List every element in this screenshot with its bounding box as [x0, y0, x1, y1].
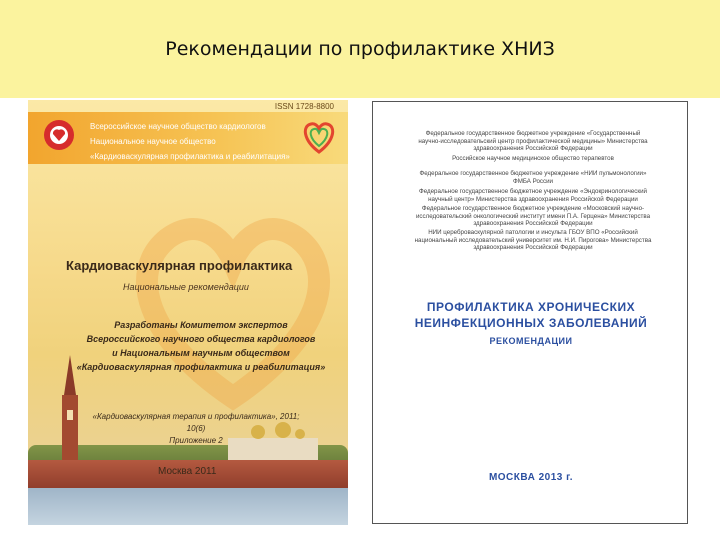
heart-graphic-icon [123, 195, 343, 415]
institutions-block-5 [403, 205, 663, 228]
vnok-logo-icon [42, 118, 76, 152]
developed-line-1: Разработаны Комитетом экспертов [114, 320, 288, 330]
institution-line: здравоохранения Российской Федерации [473, 145, 593, 152]
cover-subtitle: Национальные рекомендации [123, 282, 249, 292]
developed-line-2: Всероссийского научного общества кардиологов [86, 334, 316, 344]
cover-ncd-prevention [372, 101, 688, 524]
cover-org-line-1: Всероссийское научное общество кардиологов [90, 122, 266, 131]
cover-journal [86, 411, 306, 447]
river [28, 488, 348, 525]
book-title [393, 299, 669, 331]
institution-line: научный центр» Министерства здравоохранения Российской Федерации [428, 195, 638, 203]
slide-title: Рекомендации по профилактике ХНИЗ [165, 38, 555, 60]
cover-org-line-2: Национальное научное общество [90, 137, 216, 146]
institution-line: научно-исследовательский центр профилактической медицины» Министерства [418, 137, 648, 145]
institution-line: здравоохранения Российской Федерации [473, 220, 593, 227]
journal-line-2: Приложение 2 [169, 436, 223, 445]
institution-line: здравоохранения Российской Федерации [473, 244, 593, 251]
journal-line-1: «Кардиоваскулярная терапия и профилактика», 2011; 10(6) [92, 412, 300, 433]
developed-line-3: и Национальным научным обществом [112, 348, 290, 358]
institution-line: национальный исследовательский университет им. Н.И. Пирогова» Министерства [414, 236, 652, 244]
institution-line: Российское научное медицинское общество терапевтов [452, 155, 614, 162]
book-city-year: МОСКВА 2013 г. [488, 472, 574, 483]
institution-line: Федеральное государственное бюджетное учреждение «Эндокринологический [419, 188, 647, 195]
institutions-block-6 [403, 229, 663, 252]
institutions-block-2 [403, 155, 663, 163]
book-title-line-2: НЕИНФЕКЦИОННЫХ ЗАБОЛЕВАНИЙ [414, 316, 648, 330]
book-title-line-1: ПРОФИЛАКТИКА ХРОНИЧЕСКИХ [426, 300, 636, 314]
institutions-block-4 [403, 188, 663, 203]
institutions-block-1 [403, 130, 663, 153]
cover-city-year: Москва 2011 [158, 466, 217, 477]
cover-org-line-3: «Кардиоваскулярная профилактика и реабилитация» [90, 152, 290, 161]
cover-cardiovascular-prevention [28, 100, 348, 525]
cover-developed-by [76, 318, 326, 374]
institution-line: Федеральное государственное бюджетное учреждение «Государственный [425, 130, 641, 137]
institutions-block-3 [403, 170, 663, 185]
institution-line: Федеральное государственное бюджетное учреждение «Московский научно- [421, 205, 645, 212]
institution-line: исследовательский онкологический институт имени П.А. Герцена» Министерства [415, 212, 651, 220]
cover-title: Кардиоваскулярная профилактика [66, 258, 293, 273]
society-logo-icon [298, 116, 340, 156]
institution-line: Федеральное государственное бюджетное учреждение «НИИ пульмонологии» [419, 170, 647, 177]
institution-line: НИИ цереброваскулярной патологии и инсульта ГБОУ ВПО «Российский [428, 229, 638, 236]
book-recommendations: РЕКОМЕНДАЦИИ [489, 336, 573, 346]
developed-line-4: «Кардиоваскулярная профилактика и реабилитация» [76, 362, 326, 372]
institution-line: ФМБА России [512, 177, 554, 185]
issn-number: ISSN 1728-8800 [274, 102, 334, 111]
